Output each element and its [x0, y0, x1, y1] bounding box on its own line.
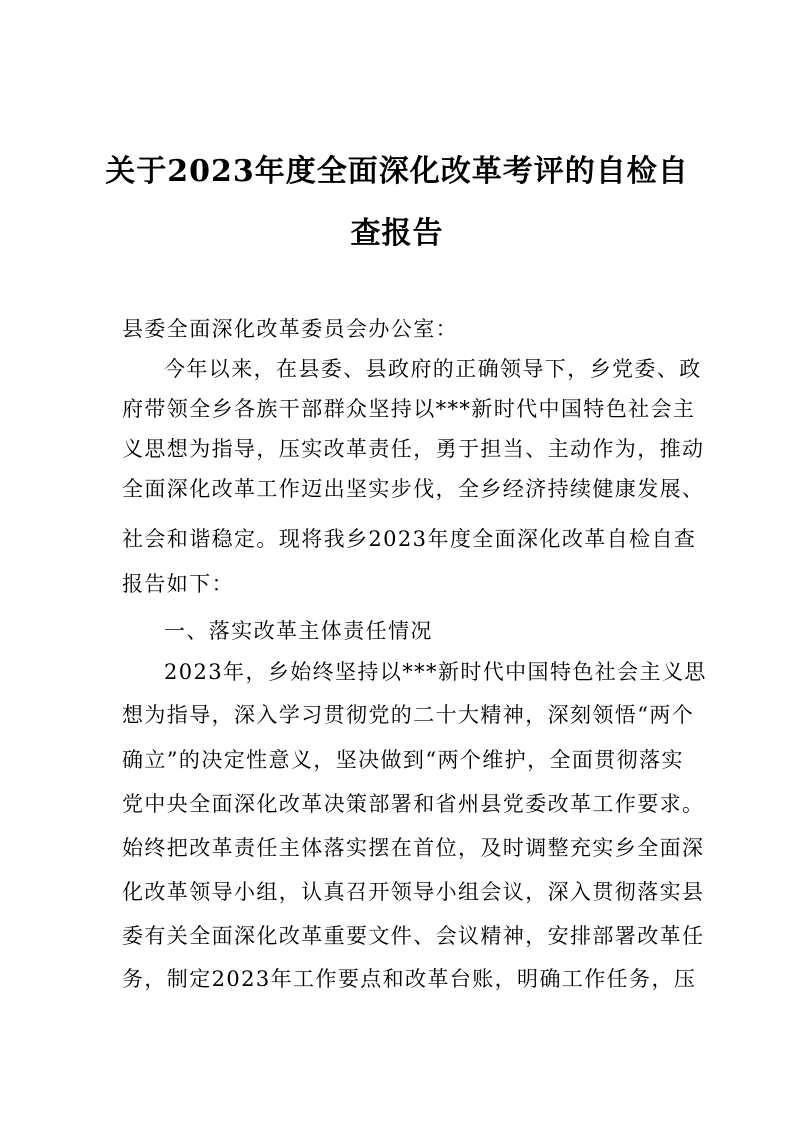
- body-line: 报告如下：: [122, 572, 234, 596]
- body-line: 委有关全面深化改革重要文件、会议精神，安排部署改革任: [122, 924, 705, 948]
- section-heading: 一、落实改革主体责任情况: [164, 619, 433, 643]
- addressee: 县委全面深化改革委员会办公室：: [122, 317, 458, 341]
- body-line: 府带领全乡各族干部群众坚持以***新时代中国特色社会主: [122, 397, 696, 421]
- body-line: 今年以来，在县委、县政府的正确领导下，乡党委、政: [164, 357, 702, 381]
- document-title-line-2: 查报告: [350, 216, 444, 251]
- body-line: 义思想为指导，压实改革责任，勇于担当、主动作为，推动: [122, 437, 705, 461]
- body-line: 2023年，乡始终坚持以***新时代中国特色社会主义思: [164, 660, 707, 684]
- body-line: 确立”的决定性意义，坚决做到“两个维护，全面贯彻落实: [122, 748, 684, 772]
- body-line: 想为指导，深入学习贯彻党的二十大精神，深刻领悟“两个: [122, 703, 695, 727]
- body-line: 务，制定2023年工作要点和改革台账，明确工作任务，压: [122, 967, 697, 991]
- document-title-line-1: 关于2023年度全面深化改革考评的自检自: [105, 154, 689, 189]
- body-line: 化改革领导小组，认真召开领导小组会议，深入贯彻落实县: [122, 880, 705, 904]
- body-line: 党中央全面深化改革决策部署和省州县党委改革工作要求。: [122, 792, 705, 816]
- body-line: 全面深化改革工作迈出坚实步伐，全乡经济持续健康发展、: [122, 477, 705, 501]
- body-line: 社会和谐稳定。现将我乡2023年度全面深化改革自检自查: [122, 527, 697, 551]
- body-line: 始终把改革责任主体落实摆在首位，及时调整充实乡全面深: [122, 836, 705, 860]
